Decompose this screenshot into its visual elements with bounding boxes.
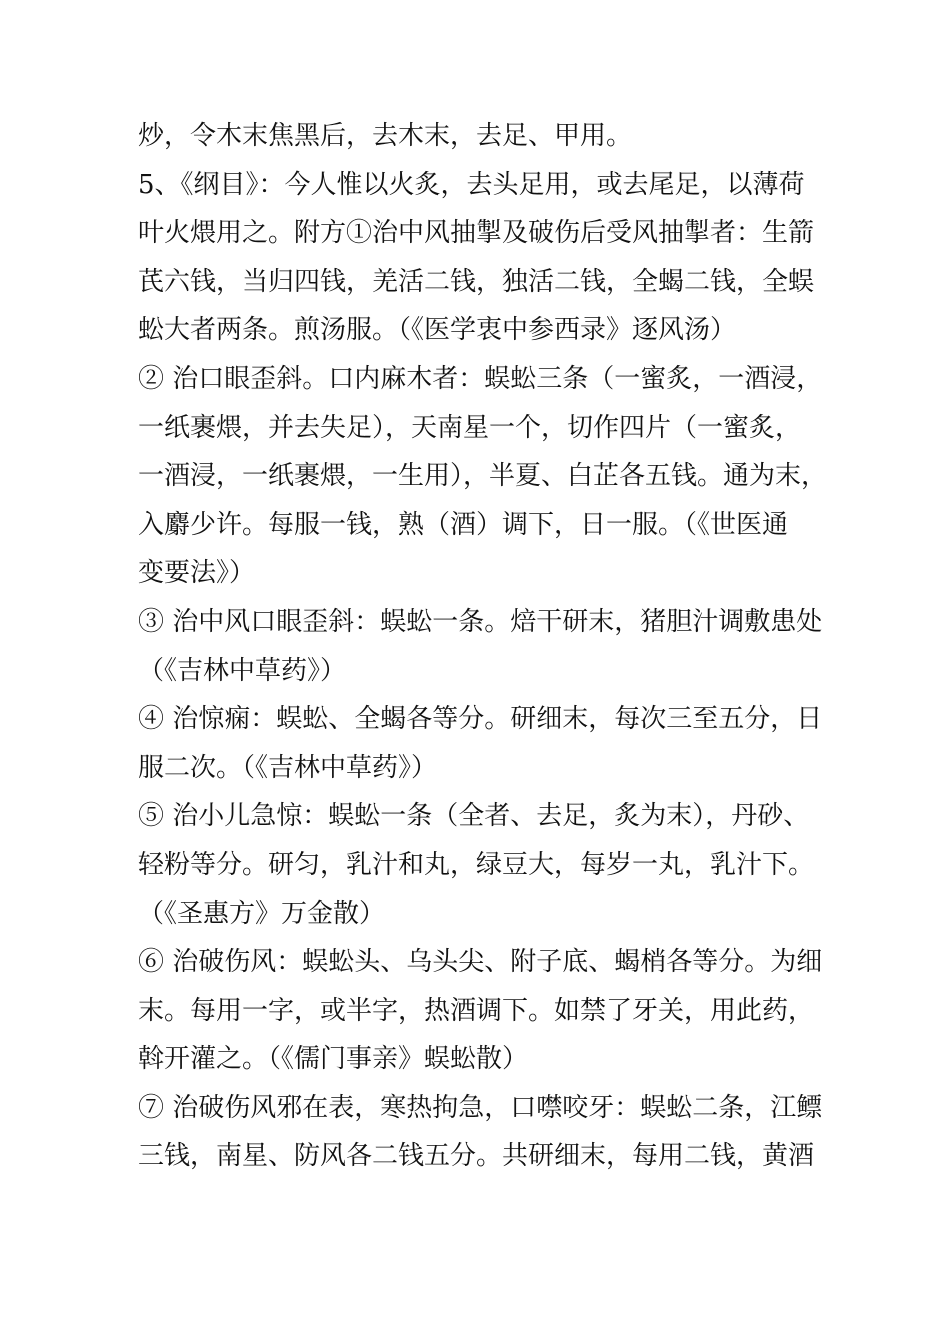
text-line: 变要法》） bbox=[138, 558, 256, 589]
text-line: （《吉林中草药》） bbox=[138, 655, 347, 686]
text-line: ② 治口眼歪斜。口内麻木者：蜈蚣三条（一蜜炙，一酒浸， bbox=[138, 363, 823, 394]
text-line: 入麝少许。每服一钱，熟（酒）调下，日一服。（《世医通 bbox=[138, 509, 789, 540]
text-line: （《圣惠方》万金散） bbox=[138, 898, 386, 929]
text-line: 三钱，南星、防风各二钱五分。共研细末，每用二钱，黄酒 bbox=[138, 1141, 815, 1172]
text-line: ⑥ 治破伤风：蜈蚣头、乌头尖、附子底、蝎梢各等分。为细 bbox=[138, 947, 823, 978]
document-body bbox=[138, 112, 828, 1181]
text-line: 叶火煨用之。附方①治中风抽掣及破伤后受风抽掣者：生箭 bbox=[138, 218, 815, 249]
text-line: ④ 治惊痫：蜈蚣、全蝎各等分。研细末，每次三至五分，日 bbox=[138, 704, 823, 735]
text-line: 末。每用一字，或半字，热酒调下。如禁了牙关，用此药， bbox=[138, 995, 815, 1026]
text-line: 芪六钱，当归四钱，羌活二钱，独活二钱，全蝎二钱，全蜈 bbox=[138, 266, 815, 297]
text-line: 服二次。（《吉林中草药》） bbox=[138, 752, 438, 783]
text-line: ⑤ 治小儿急惊：蜈蚣一条（全者、去足，炙为末），丹砂、 bbox=[138, 801, 810, 832]
text-line: ⑦ 治破伤风邪在表，寒热拘急，口噤咬牙：蜈蚣二条，江鳔 bbox=[138, 1092, 823, 1123]
text-line: 一酒浸，一纸裹煨，一生用），半夏、白芷各五钱。通为末， bbox=[138, 461, 828, 492]
text-line: 炒，令木末焦黑后，去木末，去足、甲用。 bbox=[138, 121, 633, 151]
text-line: 一纸裹煨，并去失足），天南星一个，切作四片（一蜜炙， bbox=[138, 412, 802, 443]
text-line: 蚣大者两条。煎汤服。（《医学衷中参西录》逐风汤） bbox=[138, 315, 737, 346]
text-line: 轻粉等分。研匀，乳汁和丸，绿豆大，每岁一丸，乳汁下。 bbox=[138, 849, 815, 880]
text-line: 5、《纲目》：今人惟以火炙，去头足用，或去尾足，以薄荷 bbox=[138, 169, 805, 200]
text-line: ③ 治中风口眼歪斜：蜈蚣一条。焙干研末，猪胆汁调敷患处 bbox=[138, 606, 823, 637]
text-line: 斡开灌之。（《儒门事亲》蜈蚣散） bbox=[138, 1044, 529, 1075]
